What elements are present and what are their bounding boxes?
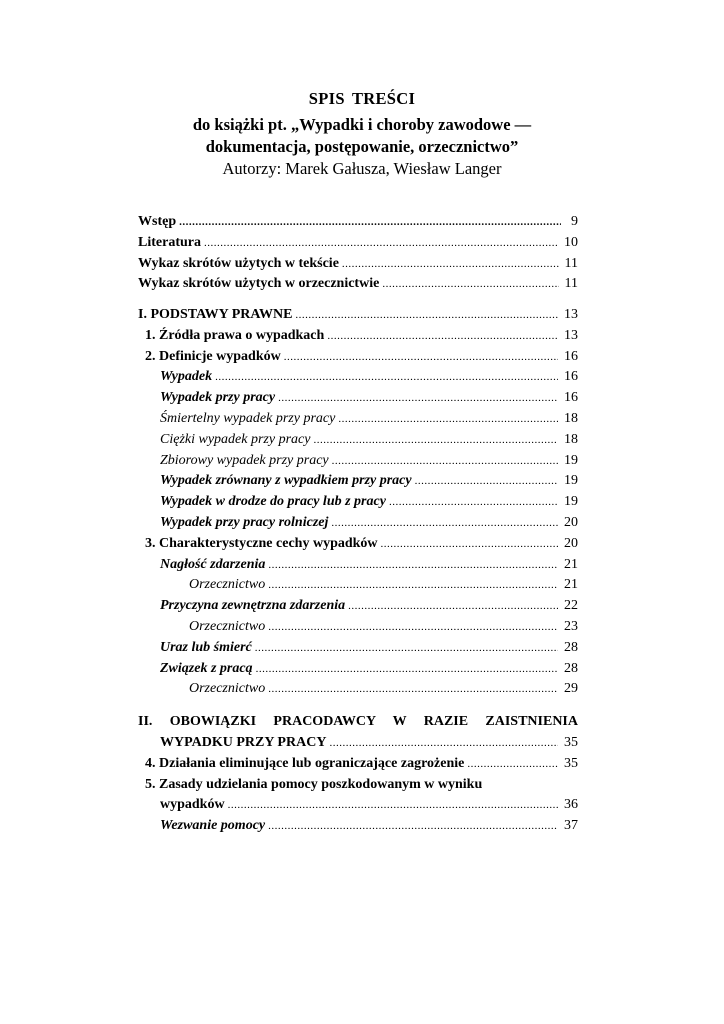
toc-page-number: 11 [564,255,578,271]
toc-section-5-line-1: 5. Zasady udzielania pomocy poszkodowanym w wyniku [145,776,483,792]
toc-label: 1. Źródła prawa o wypadkach [145,327,325,343]
toc-page-number: 19 [564,473,578,489]
dot-leader [268,575,558,596]
dot-leader [342,254,559,275]
toc-page-number: 29 [564,681,578,697]
dot-leader [278,388,558,409]
toc-page-number: 16 [564,348,578,364]
toc-page-number: 19 [564,494,578,510]
dot-leader [204,233,558,254]
toc-label: Orzecznictwo [189,577,266,593]
toc-page-number: 13 [564,327,578,343]
dot-leader [215,367,558,388]
toc-label: Wezwanie pomocy [160,818,266,834]
dot-leader [268,816,558,837]
dot-leader [268,555,558,576]
toc-page-number: 10 [564,234,578,250]
toc-subentry [138,367,578,388]
dot-leader [467,754,558,775]
dot-leader [382,274,558,295]
toc-page-number: 35 [564,734,578,750]
toc-section-3 [138,534,578,555]
toc-case-law [138,575,578,596]
toc-page-number: 16 [564,369,578,385]
toc-page-number: 28 [564,639,578,655]
toc-entry-skroty-orzecznictwo [138,274,578,295]
toc-label: 4. Działania eliminujące lub ograniczające zagrożenie [145,755,465,771]
toc-page-number: 13 [564,306,578,322]
toc-label: Przyczyna zewnętrzna zdarzenia [160,598,346,614]
toc-subentry [138,596,578,617]
toc-page-number: 11 [564,276,578,292]
toc-page-number: 36 [564,797,578,813]
dot-leader [329,733,558,754]
toc-label: Wypadek zrównany z wypadkiem przy pracy [160,473,412,489]
dot-leader [381,534,558,555]
toc-subentry [138,430,578,451]
toc-page-number: 18 [564,410,578,426]
toc-entry-wstep [138,212,578,233]
toc-label: Literatura [138,234,201,250]
dot-leader [338,409,558,430]
toc-label: Wykaz skrótów użytych w tekście [138,255,339,271]
toc-entry-skroty-tekst [138,254,578,275]
dot-leader [256,659,558,680]
dot-leader [179,212,561,233]
toc-page-number: 37 [564,818,578,834]
dot-leader [327,326,558,347]
toc-case-law [138,617,578,638]
toc-label: Śmiertelny wypadek przy pracy [160,410,336,426]
toc-chapter-2 [138,733,578,754]
toc-section-1 [138,326,578,347]
toc-chapter-2-line-1: II. OBOWIĄZKI PRACODAWCY W RAZIE ZAISTNIENIA [138,714,578,730]
toc-label: Nagłość zdarzenia [160,556,266,572]
toc-subentry [138,816,578,837]
toc-section-4 [138,754,578,775]
book-title-line-2: dokumentacja, postępowanie, orzecznictwo” [205,137,519,156]
toc-subentry [138,638,578,659]
toc-page-number: 21 [564,556,578,572]
toc-label: 2. Definicje wypadków [145,348,281,364]
toc-label: WYPADKU PRZY PRACY [160,734,327,750]
dot-leader [284,347,558,368]
dot-leader [415,471,558,492]
toc-page-number: 28 [564,660,578,676]
toc-label: Wypadek przy pracy rolniczej [160,514,329,530]
document-title: SPIS TREŚCI [308,89,416,108]
toc-label: Ciężki wypadek przy pracy [160,431,311,447]
toc-label: wypadków [160,797,225,813]
dot-leader [268,617,558,638]
toc-page-number: 18 [564,431,578,447]
toc-case-law [138,679,578,700]
toc-label: Orzecznictwo [189,681,266,697]
toc-page-number: 35 [564,755,578,771]
dot-leader [255,638,558,659]
toc-label: Związek z pracą [160,660,253,676]
dot-leader [295,305,558,326]
toc-label: I. PODSTAWY PRAWNE [138,306,293,322]
toc-page-number: 20 [564,535,578,551]
toc-page-number: 19 [564,452,578,468]
dot-leader [389,492,558,513]
toc-page-number: 9 [571,214,578,229]
toc-subentry [138,555,578,576]
dot-leader [228,795,558,816]
toc-entry-literatura [138,233,578,254]
toc-label: Wstęp [138,214,177,229]
toc-subentry [138,492,578,513]
dot-leader [348,596,558,617]
toc-label: 3. Charakterystyczne cechy wypadków [145,535,378,551]
toc-label: Orzecznictwo [189,618,266,634]
toc-section-5 [138,795,578,816]
toc-page-number: 16 [564,390,578,406]
dot-leader [332,451,558,472]
book-title-line-1: do książki pt. „Wypadki i choroby zawodowe — [192,115,532,134]
toc-page-number: 22 [564,598,578,614]
toc-subentry [138,388,578,409]
toc-label: Zbiorowy wypadek przy pracy [160,452,329,468]
toc-label: Wypadek [160,369,213,385]
toc-subentry [138,471,578,492]
toc-subentry [138,409,578,430]
dot-leader [313,430,558,451]
toc-chapter-1 [138,305,578,326]
toc-subentry [138,513,578,534]
dot-leader [331,513,558,534]
authors-line: Autorzy: Marek Gałusza, Wiesław Langer [222,159,502,178]
toc-label: Wypadek przy pracy [160,390,276,406]
toc-subentry [138,659,578,680]
toc-label: Wypadek w drodze do pracy lub z pracy [160,494,386,510]
toc-label: Uraz lub śmierć [160,639,252,655]
toc-section-2 [138,347,578,368]
toc-page-number: 21 [564,577,578,593]
toc-label: Wykaz skrótów użytych w orzecznictwie [138,276,380,292]
dot-leader [268,679,558,700]
toc-page-number: 20 [564,514,578,530]
toc-subentry [138,451,578,472]
toc-page-number: 23 [564,618,578,634]
table-of-contents [138,212,578,837]
